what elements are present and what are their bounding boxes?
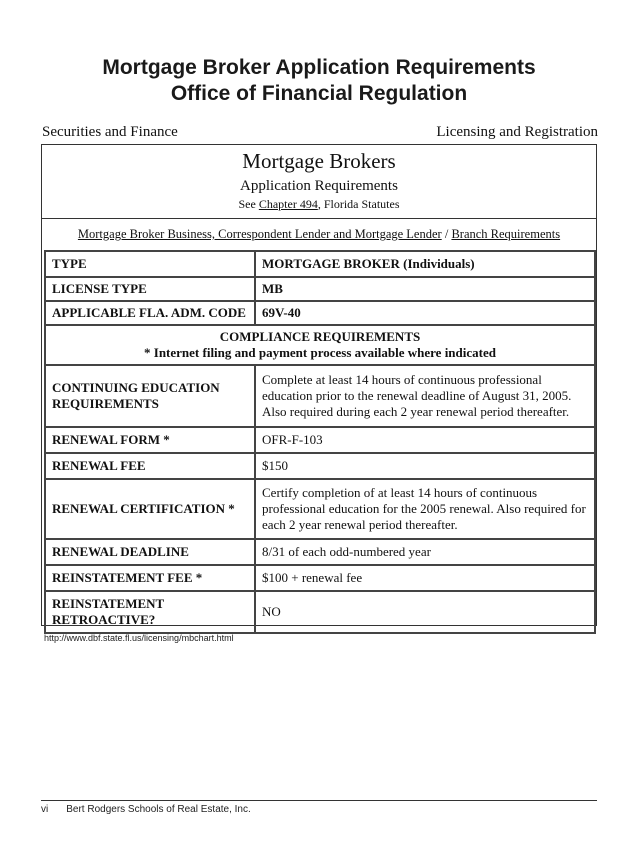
row-label: RENEWAL DEADLINE: [45, 539, 255, 565]
footer-divider: [41, 800, 597, 801]
nav-links: [41, 227, 597, 242]
code-value: 69V-40: [255, 301, 595, 325]
row-label: RENEWAL CERTIFICATION *: [45, 479, 255, 539]
compliance-note: * Internet filing and payment process available where indicated: [144, 345, 496, 360]
broker-business-link[interactable]: Mortgage Broker Business, Correspondent Lender and Mortgage Lender: [77, 227, 442, 241]
row-value: 8/31 of each odd-numbered year: [255, 539, 595, 565]
row-value: OFR-F-103: [255, 427, 595, 453]
page-title: Mortgage Broker Application Requirements: [102, 56, 536, 79]
source-url[interactable]: http://www.dbf.state.fl.us/licensing/mbchart.html: [44, 633, 234, 643]
table-row: [45, 277, 595, 301]
statute-reference: [41, 197, 597, 212]
type-value: MORTGAGE BROKER (Individuals): [255, 251, 595, 277]
type-label: TYPE: [45, 251, 255, 277]
row-value: Complete at least 14 hours of continuous professional education prior to the renewal deadline of August 31, 2005. Also required during each 2 year renewal period thereafter.: [255, 365, 595, 427]
page-number: vi: [41, 804, 49, 815]
row-label: REINSTATEMENT FEE *: [45, 565, 255, 591]
compliance-header: [45, 325, 595, 365]
table-row: [45, 565, 595, 591]
section-left-label: Securities and Finance: [42, 124, 178, 140]
row-value: $150: [255, 453, 595, 479]
chapter-494-link[interactable]: Chapter 494: [258, 197, 318, 211]
publisher-name: Bert Rodgers Schools of Real Estate, Inc.: [66, 804, 251, 815]
row-value: $100 + renewal fee: [255, 565, 595, 591]
table-row: [45, 251, 595, 277]
code-label: APPLICABLE FLA. ADM. CODE: [45, 301, 255, 325]
page-footer: [41, 804, 251, 815]
compliance-title: COMPLIANCE REQUIREMENTS: [219, 329, 421, 344]
table-row: [45, 301, 595, 325]
table-row: [45, 591, 595, 633]
nav-separator: /: [441, 227, 452, 241]
row-label: CONTINUING EDUCATION REQUIREMENTS: [45, 365, 255, 427]
branch-requirements-link[interactable]: Branch Requirements: [451, 227, 561, 241]
section-right-label: Licensing and Registration: [436, 124, 598, 140]
see-prefix: See: [238, 197, 259, 211]
row-value: NO: [255, 591, 595, 633]
table-row: [45, 427, 595, 453]
row-label: RENEWAL FORM *: [45, 427, 255, 453]
row-value: Certify completion of at least 14 hours of continuous professional education for the 2005 renewal. Also required for each 2 year renewal period thereafter.: [255, 479, 595, 539]
table-row: [45, 365, 595, 427]
row-label: REINSTATEMENT RETROACTIVE?: [45, 591, 255, 633]
page-subtitle: Office of Financial Regulation: [170, 82, 468, 105]
table-row: [45, 325, 595, 365]
table-row: [45, 539, 595, 565]
table-row: [45, 479, 595, 539]
box-subheading: Application Requirements: [240, 178, 398, 194]
see-suffix: , Florida Statutes: [317, 197, 400, 211]
license-label: LICENSE TYPE: [45, 277, 255, 301]
requirements-table: [44, 250, 596, 634]
row-label: RENEWAL FEE: [45, 453, 255, 479]
license-value: MB: [255, 277, 595, 301]
table-row: [45, 453, 595, 479]
box-heading: Mortgage Brokers: [242, 149, 396, 173]
divider: [41, 218, 597, 219]
